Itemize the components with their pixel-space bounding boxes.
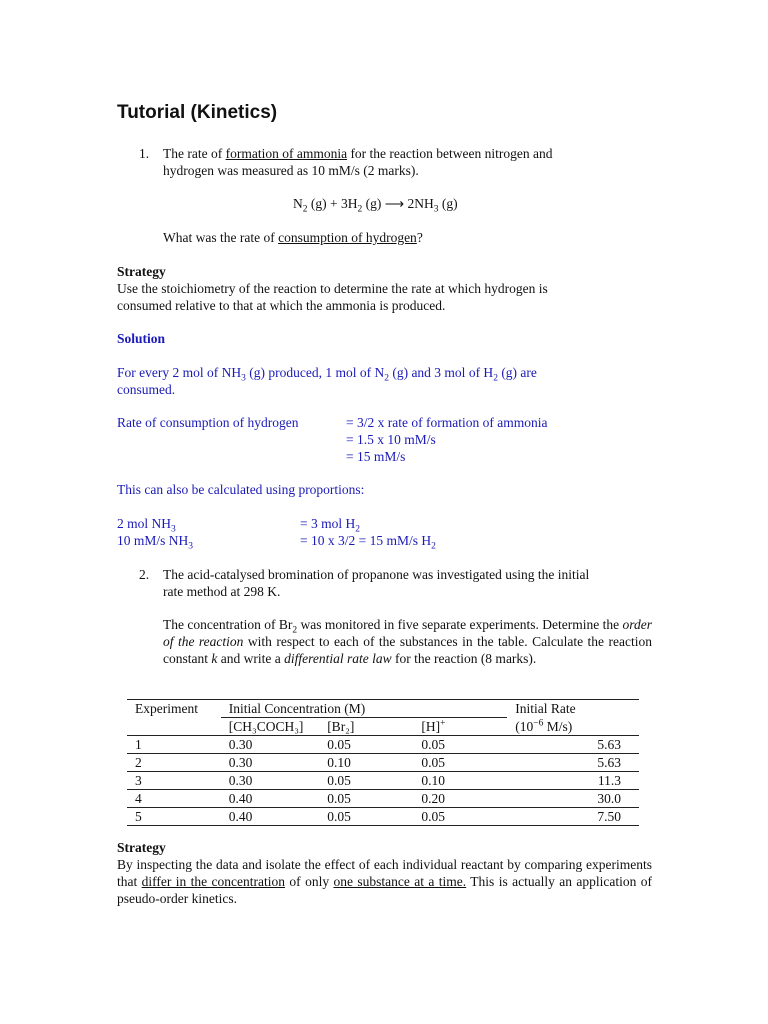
proportion-2-right: = 10 x 3/2 = 15 mM/s $H_2$ <box>300 533 436 552</box>
cell-acetone: 0.40 <box>221 790 319 808</box>
cell-rate: 11.3 <box>507 772 639 790</box>
header-br2: [Br₂] <box>319 718 413 736</box>
rate-label: Rate of consumption of hydrogen <box>117 415 299 430</box>
cell-h-plus: 0.05 <box>413 736 507 754</box>
proportion-1-left: 2 mol $NH_3$ <box>117 516 176 535</box>
cell-br2: 0.05 <box>319 736 413 754</box>
cell-h-plus: 0.20 <box>413 790 507 808</box>
question-2-line-1: The acid-catalysed bromination of propanone was investigated using the initial <box>163 567 590 582</box>
question-2-paragraph: The concentration of $Br_2$ was monitored in five separate experiments. Determine the order of the reaction with respect to each of the substances in the table. Calculate the reaction constant k and write a differential rate law for the reaction (8 marks). <box>163 617 653 666</box>
header-rate-unit: ($10^{-6}$ M/s) <box>507 718 639 736</box>
question-1-prompt: What was the rate of consumption of hydrogen? <box>163 230 423 245</box>
table-row <box>127 736 639 754</box>
reaction-equation: $N_2$ $(g) + 3H_2$ (g) ⟶ $2NH_3$ (g) <box>293 196 458 215</box>
question-1-line-1: The rate of formation of ammonia for the reaction between nitrogen and <box>163 146 553 161</box>
table-header-row-1 <box>127 700 639 718</box>
question-1-line-2: hydrogen was measured as 10 mM/s (2 marks). <box>163 163 419 178</box>
cell-h-plus: 0.05 <box>413 754 507 772</box>
header-experiment: Experiment <box>127 700 221 718</box>
proportion-2-left: 10 mM/s $NH_3$ <box>117 533 194 552</box>
table-row <box>127 754 639 772</box>
question-1-number: 1. <box>139 146 150 161</box>
cell-rate: 5.63 <box>507 754 639 772</box>
table-row <box>127 790 639 808</box>
cell-br2: 0.05 <box>319 808 413 826</box>
table-row <box>127 772 639 790</box>
rate-equation-3: = 15 mM/s <box>346 449 406 464</box>
cell-acetone: 0.30 <box>221 772 319 790</box>
cell-h-plus: 0.10 <box>413 772 507 790</box>
header-initial-rate: Initial Rate <box>507 700 639 718</box>
header-acetone: [CH₃COCH₃] <box>221 718 319 736</box>
cell-experiment: 5 <box>127 808 221 826</box>
question-2-line-2: rate method at 298 K. <box>163 584 281 599</box>
cell-rate: 5.63 <box>507 736 639 754</box>
header-initial-concentration: Initial Concentration (M) <box>221 700 508 718</box>
cell-rate: 30.0 <box>507 790 639 808</box>
rate-equation-2: = 1.5 x 10 mM/s <box>346 432 436 447</box>
cell-experiment: 4 <box>127 790 221 808</box>
cell-experiment: 1 <box>127 736 221 754</box>
header-h-plus: [H]+ <box>413 718 507 736</box>
cell-acetone: 0.30 <box>221 736 319 754</box>
rate-equation-1: = 3/2 x rate of formation of ammonia <box>346 415 548 430</box>
cell-experiment: 2 <box>127 754 221 772</box>
cell-h-plus: 0.05 <box>413 808 507 826</box>
kinetics-data-table <box>127 699 639 826</box>
cell-br2: 0.10 <box>319 754 413 772</box>
strategy-2-paragraph: By inspecting the data and isolate the effect of each individual reactant by comparing experiments that differ in the concentration of only one substance at a time. This is actually an application of pseudo-order kinetics. <box>117 857 652 906</box>
solution-1-heading: Solution <box>117 331 166 346</box>
cell-br2: 0.05 <box>319 790 413 808</box>
cell-acetone: 0.40 <box>221 808 319 826</box>
page-title: Tutorial (Kinetics) <box>117 102 278 123</box>
strategy-1-line-2: consumed relative to that at which the ammonia is produced. <box>117 298 446 313</box>
table-header-row-2 <box>127 718 639 736</box>
solution-1-line-2: consumed. <box>117 382 176 397</box>
solution-1-line-1: For every 2 mol of $NH_3$ (g) produced, 1 mol of $N_2$ (g) and 3 mol of $H_2$ (g) are <box>117 365 537 384</box>
proportion-1-right: = 3 mol $H_2$ <box>300 516 360 535</box>
table-row <box>127 808 639 826</box>
cell-experiment: 3 <box>127 772 221 790</box>
cell-acetone: 0.30 <box>221 754 319 772</box>
cell-br2: 0.05 <box>319 772 413 790</box>
strategy-1-heading: Strategy <box>117 264 166 279</box>
cell-rate: 7.50 <box>507 808 639 826</box>
strategy-2-heading: Strategy <box>117 840 166 855</box>
question-2-number: 2. <box>139 567 150 582</box>
strategy-1-line-1: Use the stoichiometry of the reaction to determine the rate at which hydrogen is <box>117 281 548 296</box>
proportions-intro: This can also be calculated using proportions: <box>117 482 365 497</box>
